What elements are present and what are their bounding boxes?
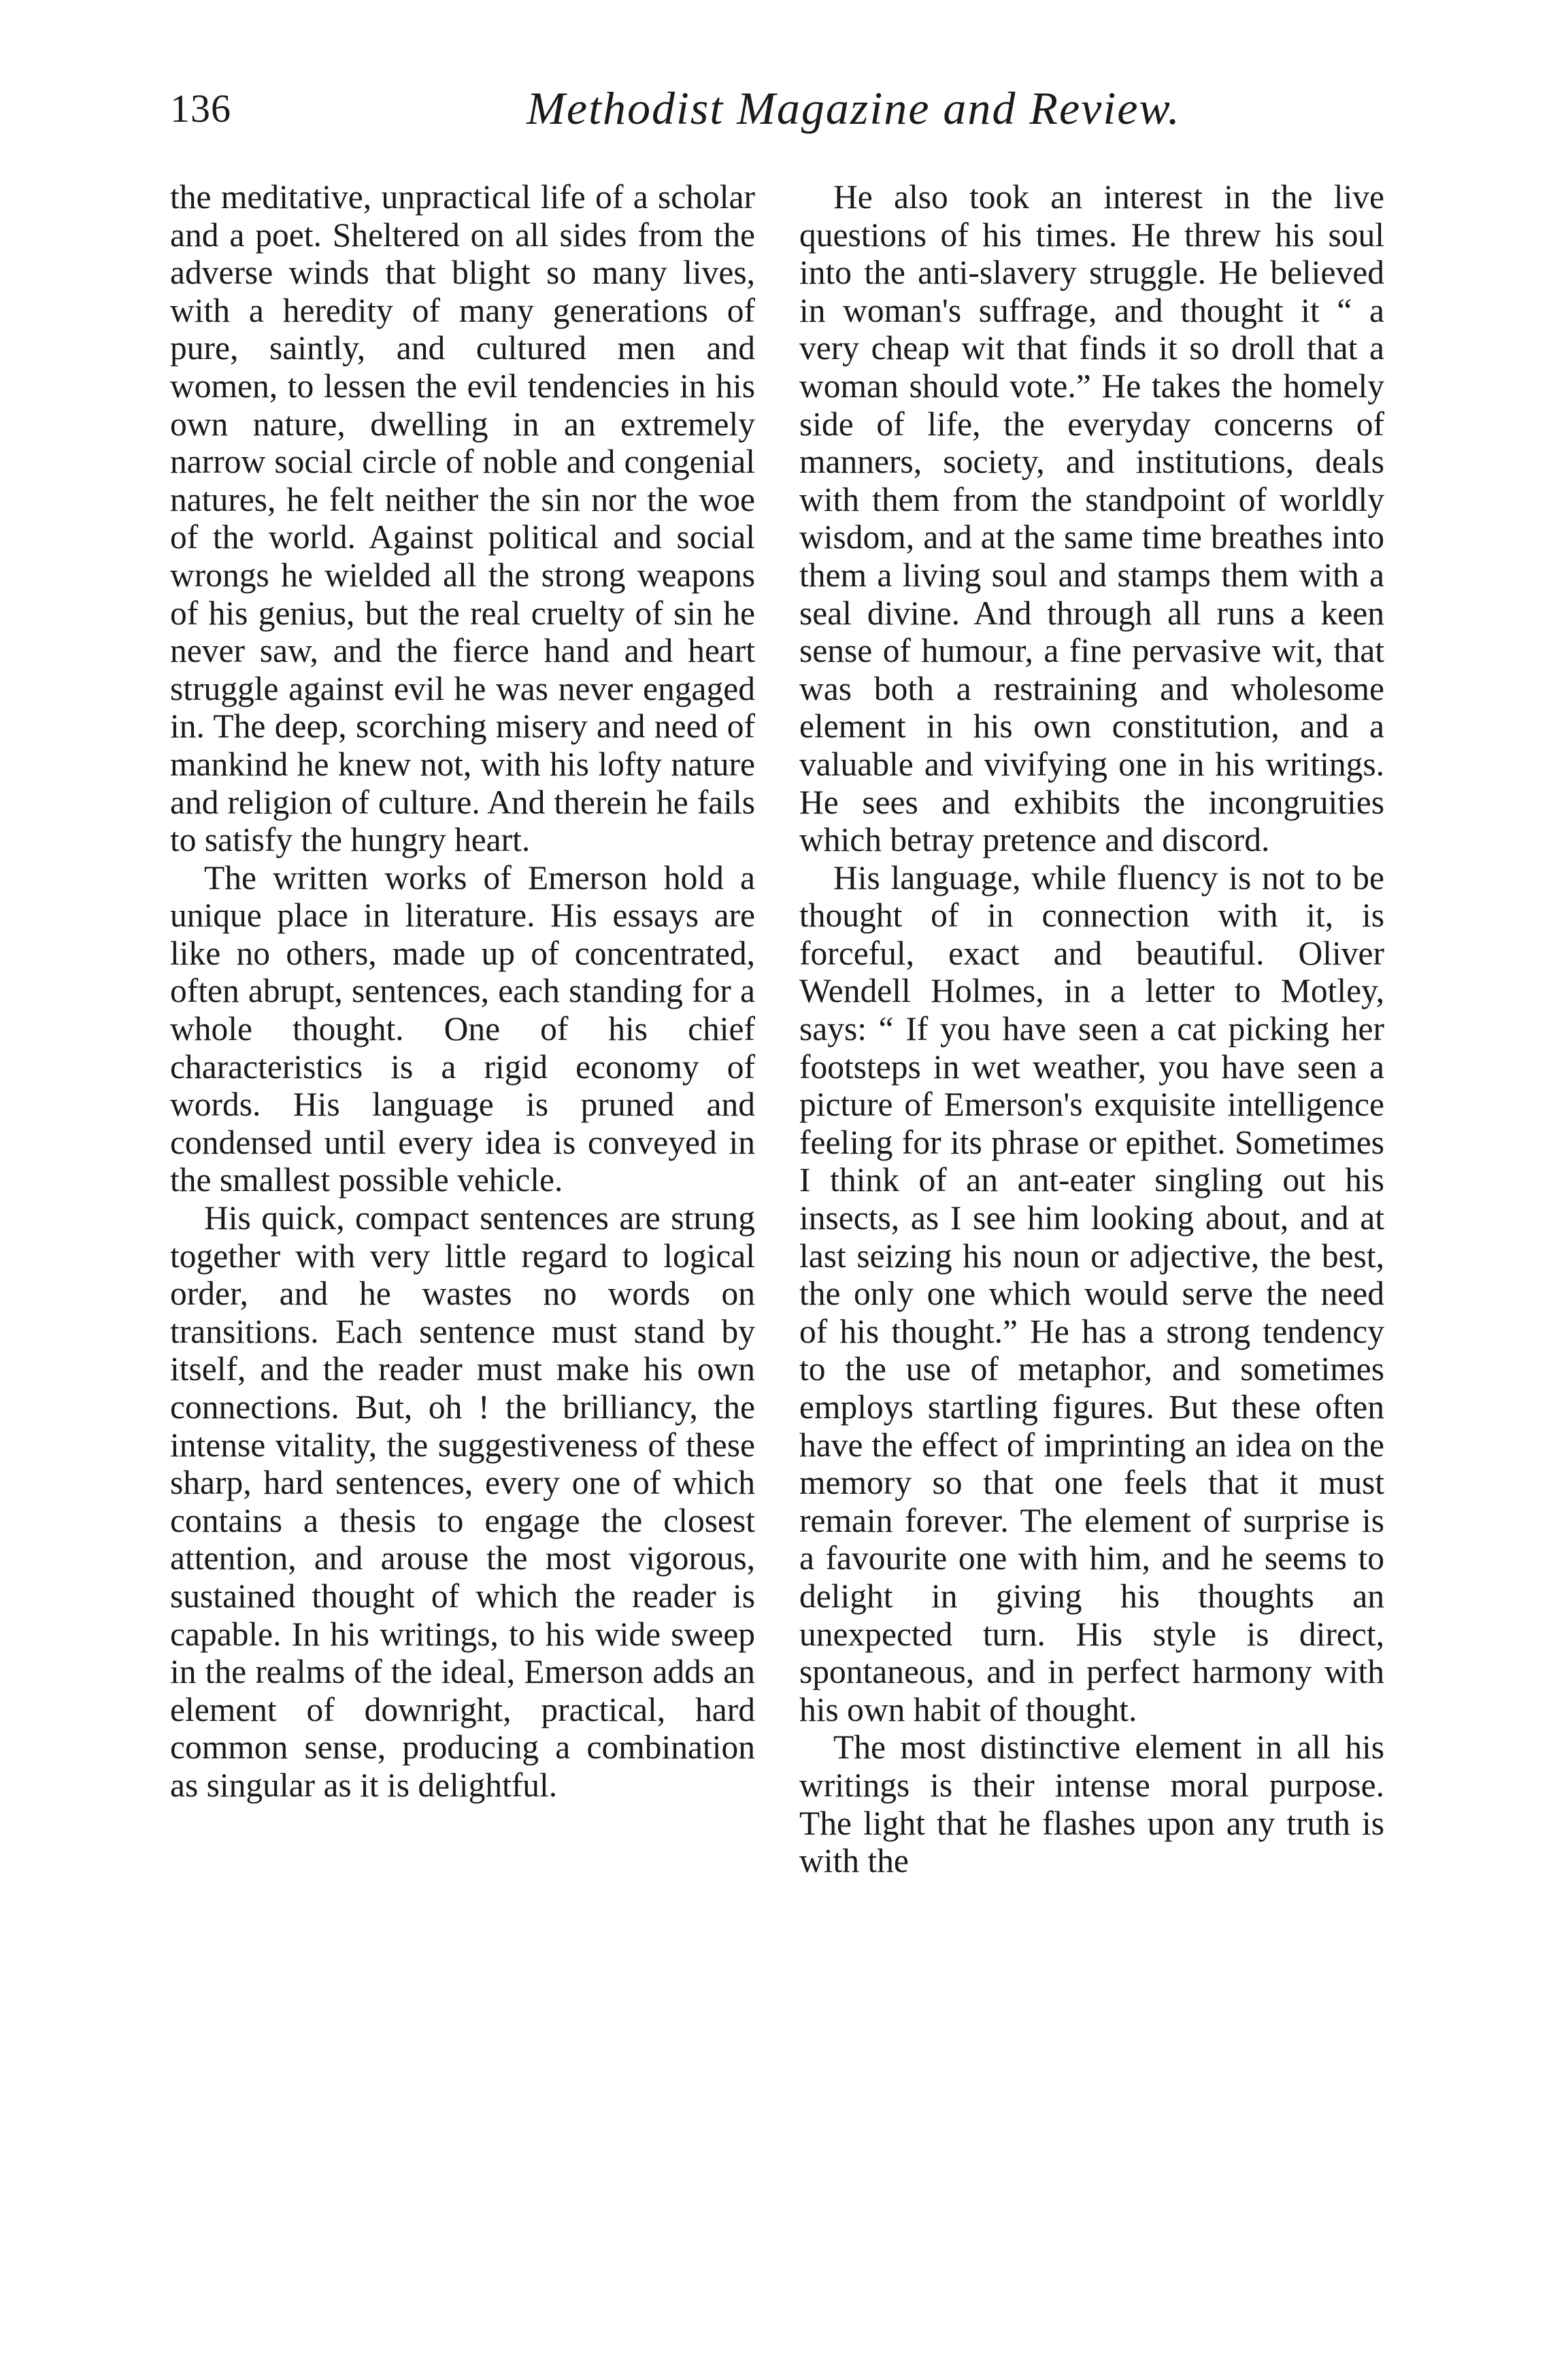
paragraph-language: His language, while fluency is not to be thought of in connection with it, is forceful, exact and beautiful. Oliver Wendell Holmes, in a letter to Motley, says: “ If you have seen a cat picking her footsteps in wet weather, you have seen a picture of Emerson's exquisite intelligence feeling for its phrase or epithet. Sometimes I think of an ant-eater singling out his insects, as I see him looking about, and at last seizing his noun or adjective, the best, the only one which would serve the need of his thought.” He has a strong tendency to the use of metaphor, and sometimes employs startling figures. But these often have the effect of imprinting an idea on the memory so that one feels that it must remain forever. The element of surprise is a favourite one with him, and he seems to delight in giving his thoughts an unexpected turn. His style is direct, spontaneous, and in perfect harmony with his own habit of thought. bbox=[799, 858, 1384, 1728]
left-column bbox=[170, 178, 755, 1805]
running-head bbox=[170, 73, 1388, 141]
page-number: 136 bbox=[170, 86, 231, 131]
paragraph-moral-purpose: The most distinctive element in all his writings is their intense moral purpose. The light that he flashes upon any truth is with the bbox=[799, 1728, 1384, 1880]
journal-title: Methodist Magazine and Review. bbox=[527, 82, 1181, 134]
paragraph-live-questions: He also took an interest in the live questions of his times. He threw his soul into the anti-slavery struggle. He believed in woman's suffrage, and thought it “ a very cheap wit that finds it so droll that a woman should vote.” He takes the homely side of life, the everyday concerns of manners, society, and institutions, deals with them from the standpoint of worldly wisdom, and at the same time breathes into them a living soul and stamps them with a seal divine. And through all runs a keen sense of humour, a fine pervasive wit, that was both a restraining and wholesome element in his own constitution, and a valuable and vivifying one in his writings. He sees and exhibits the incongruities which betray pretence and discord. bbox=[799, 178, 1384, 859]
paragraph-compact-sentences: His quick, compact sentences are strung together with very little regard to logical order, and he wastes no words on transitions. Each sentence must stand by itself, and the reader must make his own connections. But, oh ! the brilliancy, the intense vitality, the suggestiveness of these sharp, hard sentences, every one of which contains a thesis to engage the closest attention, and arouse the most vigorous, sustained thought of which the reader is capable. In his writings, to his wide sweep in the realms of the ideal, Emerson adds an element of downright, practical, hard common sense, producing a combination as singular as it is delightful. bbox=[170, 1199, 755, 1804]
right-column bbox=[799, 178, 1384, 1880]
paragraph-written-works: The written works of Emerson hold a unique place in literature. His essays are like no others, made up of concentrated, often abrupt, sentences, each standing for a whole thought. One of his chief characteristics is a rigid economy of words. His language is pruned and condensed until every idea is conveyed in the smallest possible vehicle. bbox=[170, 858, 755, 1199]
paragraph-continued: the meditative, unpractical life of a scholar and a poet. Sheltered on all sides from the adverse winds that blight so many lives, with a heredity of many generations of pure, saintly, and cultured men and women, to lessen the evil tendencies in his own nature, dwelling in an extremely narrow social circle of noble and congenial natures, he felt neither the sin nor the woe of the world. Against political and social wrongs he wielded all the strong weapons of his genius, but the real cruelty of sin he never saw, and the fierce hand and heart struggle against evil he was never engaged in. The deep, scorching misery and need of mankind he knew not, with his lofty nature and religion of culture. And therein he fails to satisfy the hungry heart. bbox=[170, 178, 755, 859]
